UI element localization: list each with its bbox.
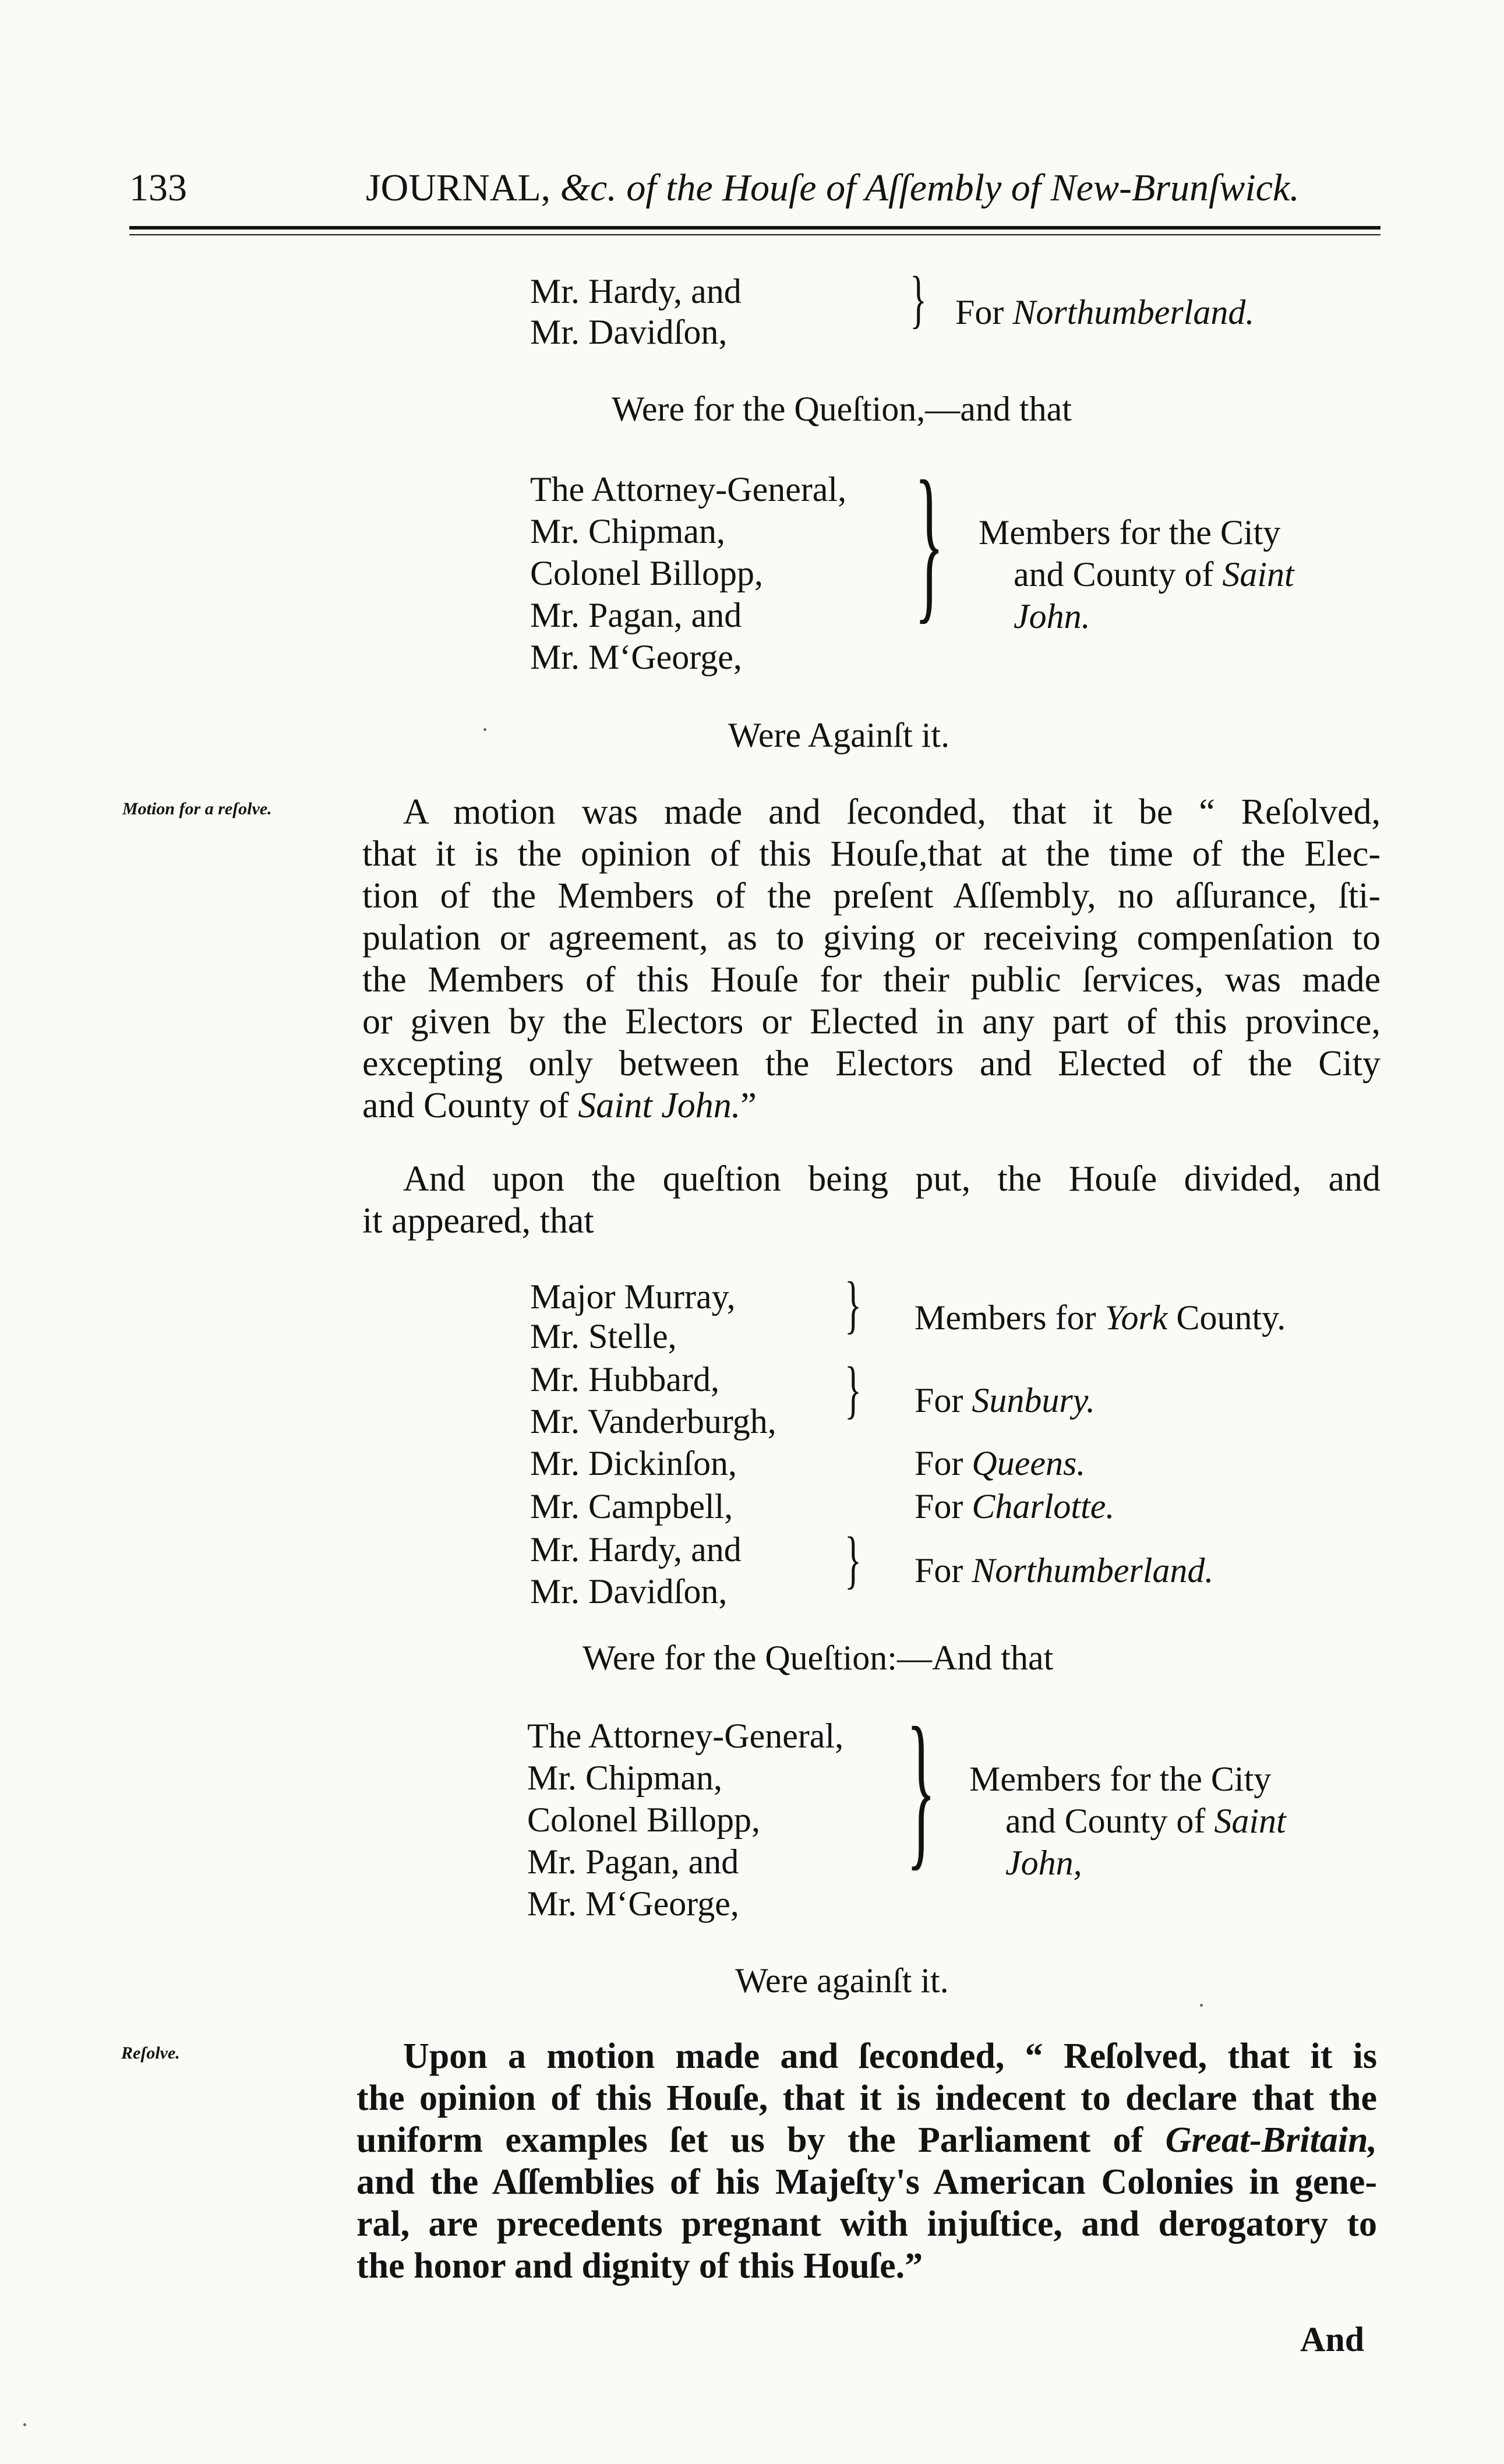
margin-note: Motion for a reſolve. <box>122 799 272 818</box>
constituency-place: John, <box>1005 1844 1082 1882</box>
page-number: 133 <box>129 167 187 209</box>
member-name: Mr. Chipman, <box>530 512 726 550</box>
place-name: Great-Britain, <box>1165 2120 1377 2160</box>
constituency-label <box>1014 557 1294 592</box>
paragraph-line: tion of the Members of the preſent Aſſembly, no aſſurance, ſti- <box>362 876 1381 916</box>
running-title-italic: of the Houſe of Aſſembly of New-Brunſwick. <box>626 167 1300 209</box>
paragraph-line <box>356 2119 1377 2161</box>
constituency-place: Queens. <box>972 1444 1086 1482</box>
constituency-prefix: For <box>915 1381 963 1420</box>
member-name: Major Murray, <box>530 1277 736 1316</box>
motion-paragraph <box>362 791 1381 1127</box>
constituency-place: Charlotte. <box>972 1487 1115 1526</box>
constituency-prefix: For <box>915 1551 963 1590</box>
vote-result-line: Were Againſt it. <box>728 716 950 754</box>
paper-speck <box>483 728 486 731</box>
constituency-place: John. <box>1014 597 1090 636</box>
running-title <box>366 169 1300 207</box>
constituency-label: Members for the City <box>979 513 1281 552</box>
constituency-label <box>915 1489 1114 1524</box>
brace: } <box>915 445 944 638</box>
margin-note: Reſolve. <box>121 2043 180 2063</box>
constituency-label <box>955 295 1254 330</box>
member-name: Mr. Hardy, and <box>530 1530 742 1569</box>
paragraph-line: the honor and dignity of this Houſe.” <box>356 2246 923 2286</box>
place-name: Saint John. <box>578 1086 741 1125</box>
member-name: Mr. Pagan, and <box>530 596 742 634</box>
member-name: Colonel Billopp, <box>530 554 764 592</box>
paragraph-line: and the Aſſemblies of his Majeſty's American Colonies in gene- <box>356 2162 1377 2202</box>
constituency-text: and County of <box>1014 555 1214 594</box>
paragraph-line: or given by the Electors or Elected in any part of this province, <box>362 1002 1381 1042</box>
paragraph-line: excepting only between the Electors and Elected of the City <box>362 1044 1381 1083</box>
paragraph-line: that it is the opinion of this Houſe,that at the time of the Elec- <box>362 834 1381 874</box>
constituency-label: Members for the City <box>969 1760 1272 1798</box>
member-name: Mr. Pagan, and <box>527 1842 739 1881</box>
constituency-place: Saint <box>1214 1802 1286 1840</box>
member-name: Mr. Vanderburgh, <box>530 1402 776 1441</box>
brace: } <box>910 263 927 334</box>
brace: } <box>906 1692 936 1885</box>
vote-result-line: Were for the Queſtion,—and that <box>612 390 1072 428</box>
member-name: Mr. Chipman, <box>527 1759 723 1797</box>
catchword: And <box>1300 2320 1365 2359</box>
paragraph-line: ral, are precedents pregnant with injuſtice, and derogatory to <box>356 2204 1377 2244</box>
constituency-prefix: For <box>915 1444 963 1482</box>
paper-speck <box>23 2423 26 2426</box>
constituency-label <box>915 1446 1085 1481</box>
running-title-etc: &c. <box>560 167 617 209</box>
constituency-prefix: For <box>915 1487 963 1526</box>
member-name: Mr. Davidſon, <box>530 1572 728 1611</box>
member-name: Mr. Campbell, <box>530 1487 733 1526</box>
member-name: Mr. Stelle, <box>530 1317 677 1355</box>
brace: } <box>845 1354 862 1425</box>
member-name: Mr. Davidſon, <box>530 313 728 351</box>
paragraph-line: And upon the queſtion being put, the Houſe divided, and <box>403 1159 1381 1199</box>
paragraph-line: A motion was made and ſeconded, that it be “ Reſolved, <box>403 792 1381 832</box>
vote-result-line: Were againſt it. <box>735 1961 949 2000</box>
brace: } <box>845 1524 862 1595</box>
paragraph-line: pulation or agreement, as to giving or receiving compenſation to <box>362 918 1381 958</box>
paragraph-line: Upon a motion made and ſeconded, “ Reſolved, that it is <box>403 2036 1377 2076</box>
paragraph-line: the Members of this Houſe for their public ſervices, was made <box>362 960 1381 1000</box>
paragraph-line: it appeared, that <box>362 1201 594 1241</box>
constituency-prefix: For <box>955 293 1004 331</box>
member-name: Mr. M‘George, <box>530 638 742 676</box>
constituency-label <box>915 1383 1095 1418</box>
resolve-paragraph <box>356 2035 1377 2287</box>
paper-speck <box>1200 2004 1203 2007</box>
constituency-text: and County of <box>1005 1802 1206 1840</box>
constituency-place: Northumberland. <box>1012 293 1255 331</box>
division-paragraph <box>362 1158 1381 1242</box>
closing-quote: ” <box>740 1086 757 1125</box>
member-name: Mr. M‘George, <box>527 1884 739 1923</box>
running-title-prefix: JOURNAL, <box>366 167 551 209</box>
paragraph-line: the opinion of this Houſe, that it is indecent to declare that the <box>356 2078 1377 2118</box>
line-text: uniform examples ſet us by the Parliament of <box>356 2120 1143 2160</box>
member-name: Mr. Hardy, and <box>530 272 742 310</box>
constituency-suffix: County. <box>1176 1298 1286 1337</box>
line-text: and County of <box>362 1086 569 1125</box>
header-rule-thin <box>129 234 1381 235</box>
constituency-label <box>915 1300 1286 1335</box>
constituency-place: Northumberland. <box>972 1551 1214 1590</box>
constituency-label <box>1005 1803 1286 1838</box>
constituency-place: Saint <box>1222 555 1294 594</box>
header-rule-thick <box>129 226 1381 230</box>
constituency-prefix: Members for <box>915 1298 1096 1337</box>
member-name: Mr. Hubbard, <box>530 1360 719 1399</box>
vote-result-line: Were for the Queſtion:—And that <box>582 1639 1054 1677</box>
member-name: The Attorney-General, <box>530 470 847 509</box>
constituency-place: Sunbury. <box>972 1381 1096 1420</box>
paragraph-line <box>362 1085 1381 1127</box>
member-name: The Attorney-General, <box>527 1717 844 1755</box>
constituency-label <box>915 1553 1213 1588</box>
constituency-place: York <box>1104 1298 1168 1337</box>
member-name: Colonel Billopp, <box>527 1801 761 1839</box>
brace: } <box>845 1269 862 1340</box>
member-name: Mr. Dickinſon, <box>530 1444 737 1482</box>
